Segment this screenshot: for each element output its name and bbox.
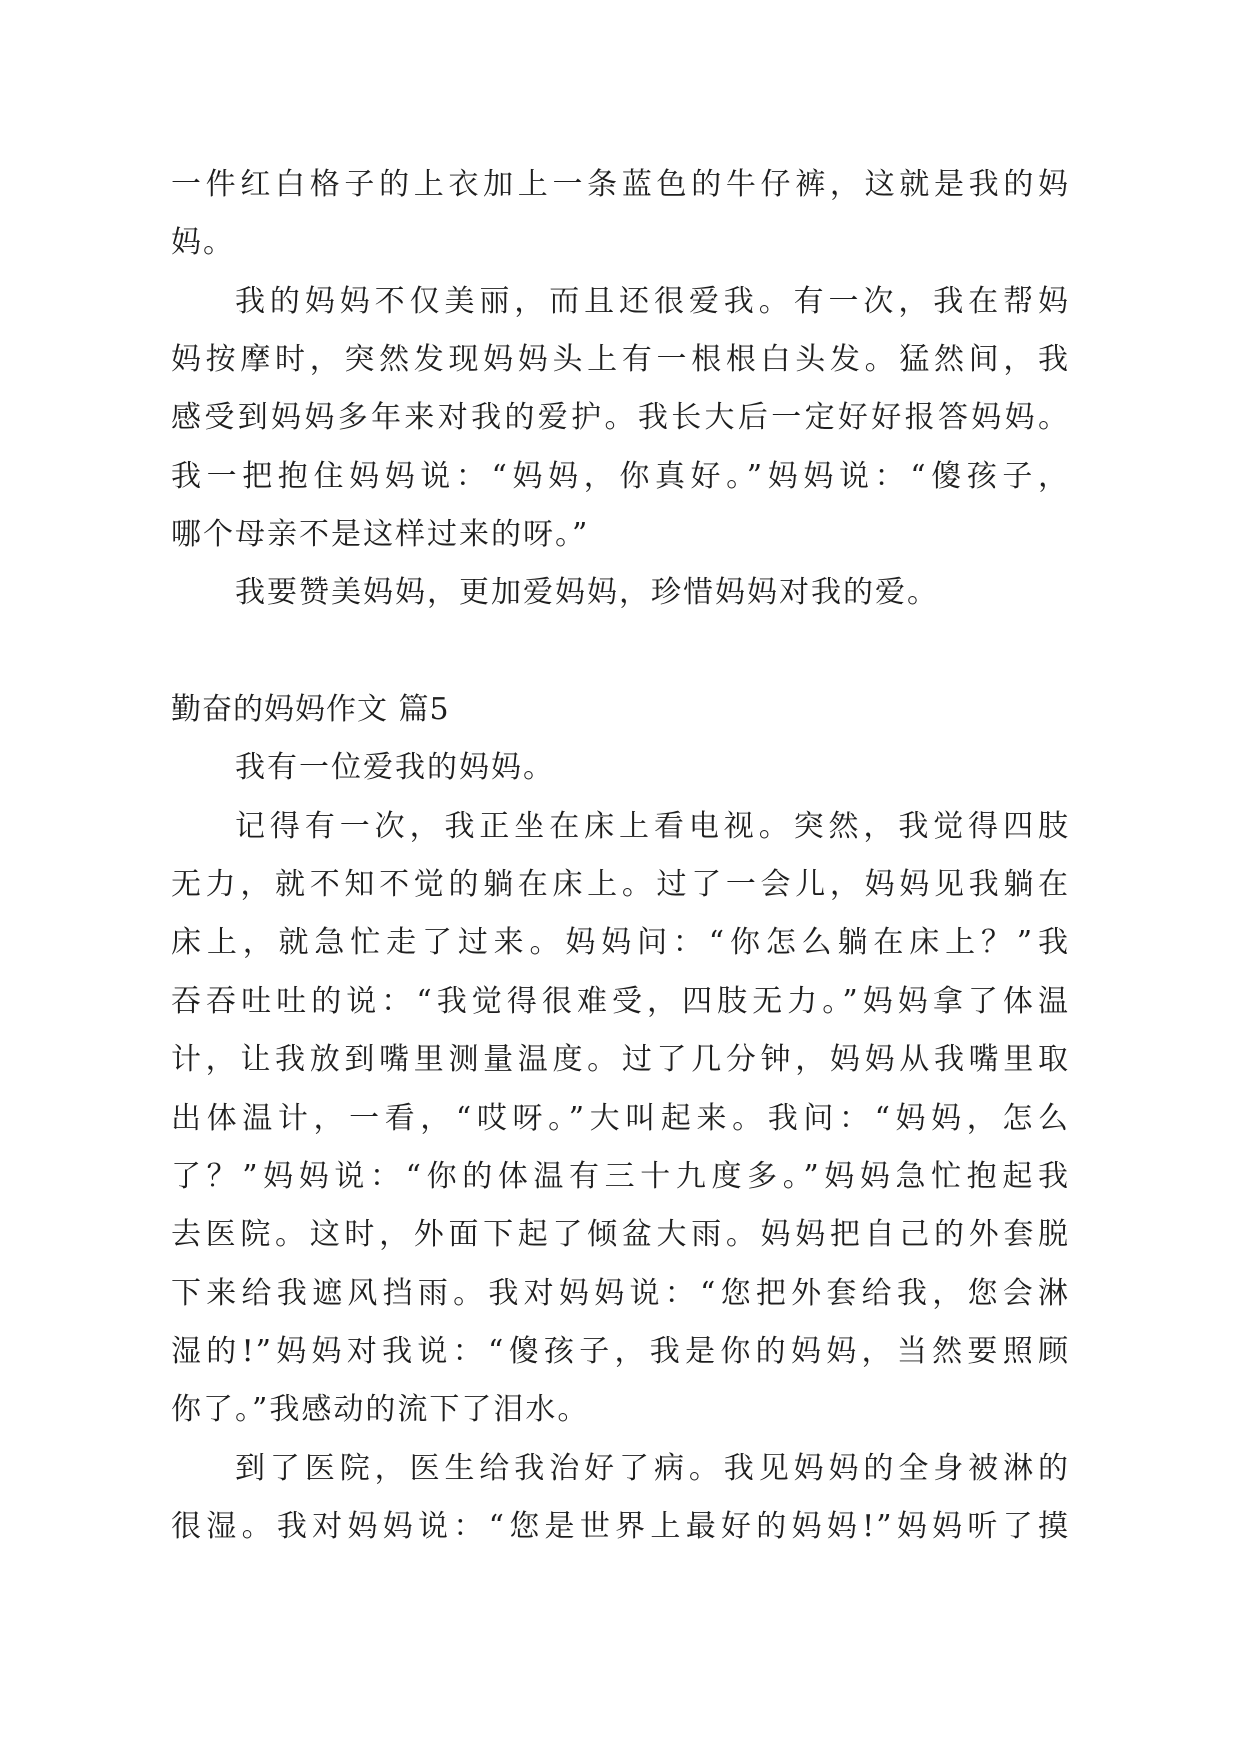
text-line: 我的妈妈不仅美丽，而且还很爱我。有一次，我在帮妈 — [235, 283, 1070, 319]
section-heading: 勤奋的妈妈作文 篇5 — [171, 692, 450, 728]
text-line: 我要赞美妈妈，更加爱妈妈，珍惜妈妈对我的爱。 — [235, 575, 939, 611]
text-line: 无力，就不知不觉的躺在床上。过了一会儿，妈妈见我躺在 — [171, 867, 1070, 903]
paragraph — [171, 1440, 1070, 1557]
text-line: 了？”妈妈说：“你的体温有三十九度多。”妈妈急忙抱起我 — [171, 1158, 1070, 1194]
text-line: 我一把抱住妈妈说：“妈妈，你真好。”妈妈说：“傻孩子， — [171, 458, 1070, 494]
text-line: 记得有一次，我正坐在床上看电视。突然，我觉得四肢 — [235, 808, 1070, 844]
paragraph — [171, 273, 1070, 565]
paragraph — [171, 564, 1070, 622]
text-line: 妈。 — [171, 225, 235, 261]
text-line: 到了医院，医生给我治好了病。我见妈妈的全身被淋的 — [235, 1450, 1070, 1486]
text-line: 感受到妈妈多年来对我的爱护。我长大后一定好好报答妈妈。 — [171, 400, 1070, 436]
text-line: 你了。”我感动的流下了泪水。 — [171, 1392, 590, 1428]
paragraph — [171, 156, 1070, 273]
text-line: 哪个母亲不是这样过来的呀。” — [171, 517, 590, 553]
paragraph — [171, 798, 1070, 1440]
text-line: 床上，就急忙走了过来。妈妈问：“你怎么躺在床上？”我 — [171, 925, 1070, 961]
paragraph — [171, 739, 1070, 797]
text-line: 我有一位爱我的妈妈。 — [235, 750, 555, 786]
text-line: 一件红白格子的上衣加上一条蓝色的牛仔裤，这就是我的妈 — [171, 167, 1070, 202]
text-line: 出体温计，一看，“哎呀。”大叫起来。我问：“妈妈，怎么 — [171, 1100, 1070, 1136]
text-line: 很湿。我对妈妈说：“您是世界上最好的妈妈!”妈妈听了摸 — [171, 1508, 1070, 1544]
text-line: 计，让我放到嘴里测量温度。过了几分钟，妈妈从我嘴里取 — [171, 1042, 1070, 1078]
text-line: 去医院。这时，外面下起了倾盆大雨。妈妈把自己的外套脱 — [171, 1217, 1070, 1253]
text-line: 下来给我遮风挡雨。我对妈妈说：“您把外套给我，您会淋 — [171, 1275, 1070, 1311]
text-line: 湿的!”妈妈对我说：“傻孩子，我是你的妈妈，当然要照顾 — [171, 1333, 1070, 1369]
text-line: 妈按摩时，突然发现妈妈头上有一根根白头发。猛然间，我 — [171, 342, 1070, 378]
text-line: 吞吞吐吐的说：“我觉得很难受，四肢无力。”妈妈拿了体温 — [171, 983, 1070, 1019]
document-body — [171, 156, 1070, 1556]
